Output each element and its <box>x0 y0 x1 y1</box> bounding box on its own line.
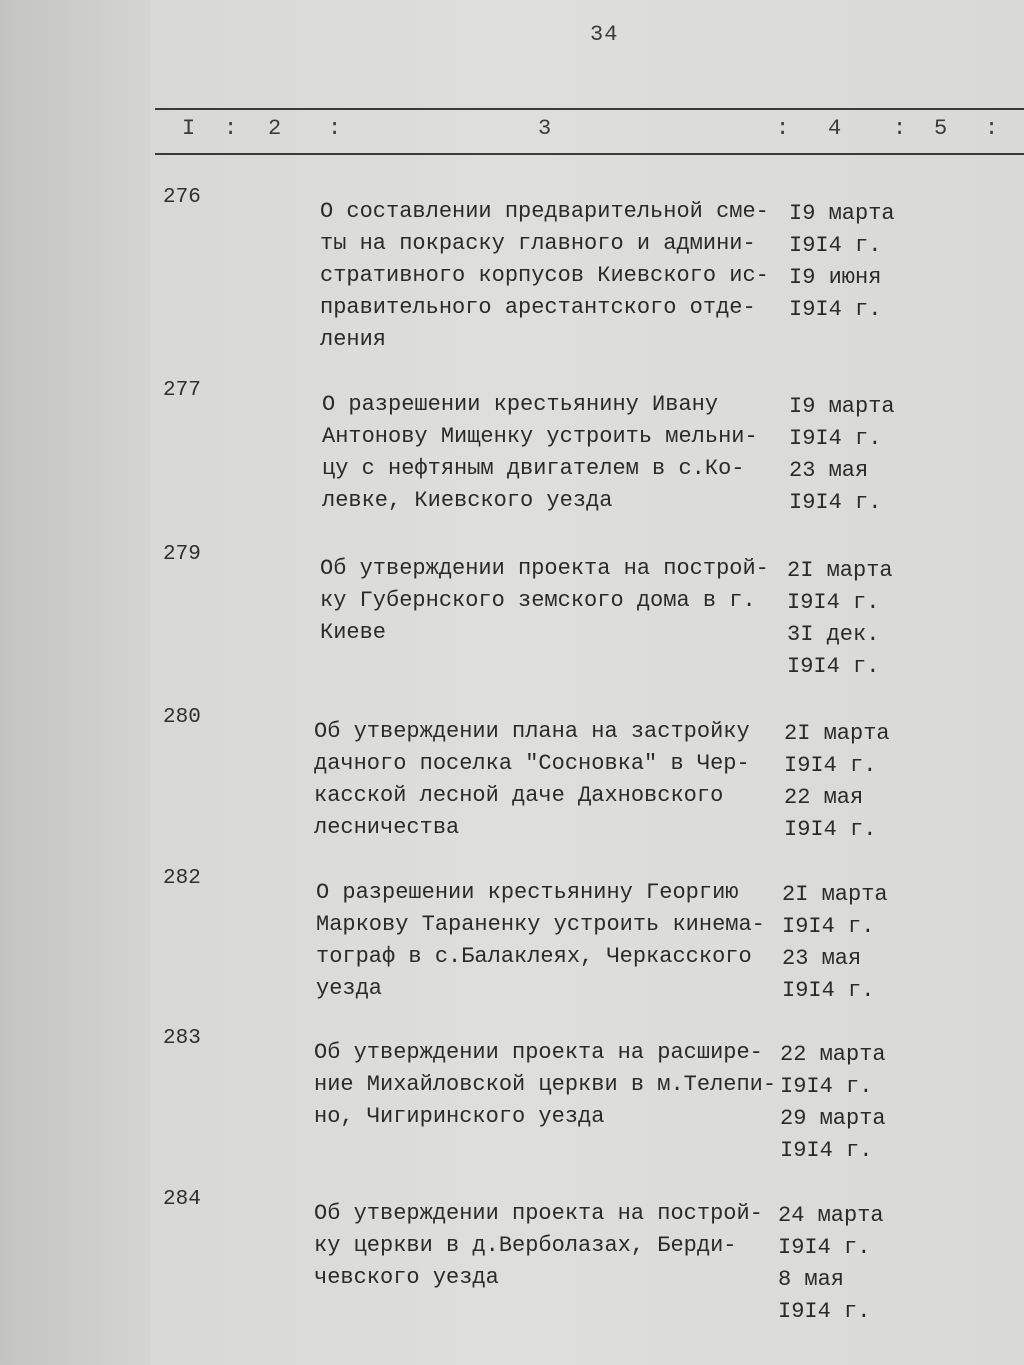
end-date: 22 мая <box>784 785 864 810</box>
description-line: Маркову Тараненку устроить кинема- <box>316 912 765 937</box>
description-line: ления <box>320 327 387 352</box>
column-header-5: 5 <box>934 116 948 141</box>
left-page-margin <box>0 0 150 1365</box>
header-rule-bottom <box>155 153 1024 155</box>
start-year: I9I4 г. <box>789 233 882 258</box>
entry-description <box>322 389 758 517</box>
entry-number: 277 <box>163 379 201 402</box>
entry-dates <box>778 1200 884 1328</box>
entry-dates <box>780 1039 886 1167</box>
column-header-3: 3 <box>538 116 552 141</box>
description-line: дачного поселка "Сосновка" в Чер- <box>314 751 750 776</box>
entry-description <box>316 877 765 1005</box>
end-year: I9I4 г. <box>784 817 877 842</box>
description-line: тограф в с.Балаклеях, Черкасского <box>316 944 752 969</box>
entry-number: 279 <box>163 543 201 566</box>
start-date: 22 марта <box>780 1042 886 1067</box>
end-date: 23 мая <box>782 946 862 971</box>
description-line: О разрешении крестьянину Георгию <box>316 880 739 905</box>
description-line: уезда <box>316 976 383 1001</box>
start-date: I9 марта <box>789 394 895 419</box>
start-date: 2I марта <box>787 558 893 583</box>
start-year: I9I4 г. <box>782 914 875 939</box>
page-number: 34 <box>590 22 619 47</box>
description-line: Об утверждении проекта на построй- <box>320 556 769 581</box>
column-header-sep: : <box>985 116 999 141</box>
start-date: I9 марта <box>789 201 895 226</box>
start-year: I9I4 г. <box>784 753 877 778</box>
description-line: цу с нефтяным двигателем в с.Ко- <box>322 456 745 481</box>
description-line: правительного арестантского отде- <box>320 295 756 320</box>
end-year: I9I4 г. <box>778 1299 871 1324</box>
description-line: ку церкви в д.Верболазах, Берди- <box>314 1233 737 1258</box>
description-line: стративного корпусов Киевского ис- <box>320 263 769 288</box>
description-line: О составлении предварительной сме- <box>320 199 769 224</box>
end-year: I9I4 г. <box>780 1138 873 1163</box>
start-year: I9I4 г. <box>780 1074 873 1099</box>
end-date: 3I дек. <box>787 622 880 647</box>
description-line: ты на покраску главного и админи- <box>320 231 756 256</box>
description-line: но, Чигиринского уезда <box>314 1104 605 1129</box>
column-header-sep: : <box>893 116 907 141</box>
entry-description <box>314 1037 776 1133</box>
entry-dates <box>782 879 888 1007</box>
end-year: I9I4 г. <box>789 490 882 515</box>
entry-dates <box>787 555 893 683</box>
description-line: ку Губернского земского дома в г. <box>320 588 756 613</box>
entry-description <box>320 196 769 356</box>
start-date: 2I марта <box>782 882 888 907</box>
end-year: I9I4 г. <box>782 978 875 1003</box>
entry-number: 283 <box>163 1027 201 1050</box>
column-header-sep: : <box>328 116 342 141</box>
end-date: 23 мая <box>789 458 869 483</box>
description-line: левке, Киевского уезда <box>322 488 613 513</box>
description-line: лесничества <box>314 815 460 840</box>
column-header-1: I <box>182 116 196 141</box>
description-line: Киеве <box>320 620 387 645</box>
start-year: I9I4 г. <box>789 426 882 451</box>
header-rule-top <box>155 108 1024 110</box>
entry-dates <box>789 391 895 519</box>
start-year: I9I4 г. <box>787 590 880 615</box>
description-line: Об утверждении проекта на расшире- <box>314 1040 763 1065</box>
description-line: чевского уезда <box>314 1265 499 1290</box>
start-date: 2I марта <box>784 721 890 746</box>
start-year: I9I4 г. <box>778 1235 871 1260</box>
description-line: касской лесной даче Дахновского <box>314 783 724 808</box>
entry-number: 282 <box>163 867 201 890</box>
column-header-4: 4 <box>828 116 842 141</box>
entry-dates <box>789 198 895 326</box>
end-year: I9I4 г. <box>787 654 880 679</box>
column-header-sep: : <box>224 116 238 141</box>
description-line: ние Михайловской церкви в м.Телепи- <box>314 1072 777 1097</box>
entry-description <box>314 716 750 844</box>
start-date: 24 марта <box>778 1203 884 1228</box>
entry-description <box>320 553 769 649</box>
end-date: 8 мая <box>778 1267 845 1292</box>
column-header-2: 2 <box>268 116 282 141</box>
description-line: Антонову Мищенку устроить мельни- <box>322 424 758 449</box>
entry-number: 284 <box>163 1188 201 1211</box>
end-date: I9 июня <box>789 265 882 290</box>
description-line: Об утверждении проекта на построй- <box>314 1201 763 1226</box>
end-year: I9I4 г. <box>789 297 882 322</box>
entry-number: 280 <box>163 706 201 729</box>
end-date: 29 марта <box>780 1106 886 1131</box>
description-line: Об утверждении плана на застройку <box>314 719 750 744</box>
column-header-sep: : <box>776 116 790 141</box>
entry-number: 276 <box>163 186 201 209</box>
description-line: О разрешении крестьянину Ивану <box>322 392 719 417</box>
entry-dates <box>784 718 890 846</box>
entry-description <box>314 1198 763 1294</box>
